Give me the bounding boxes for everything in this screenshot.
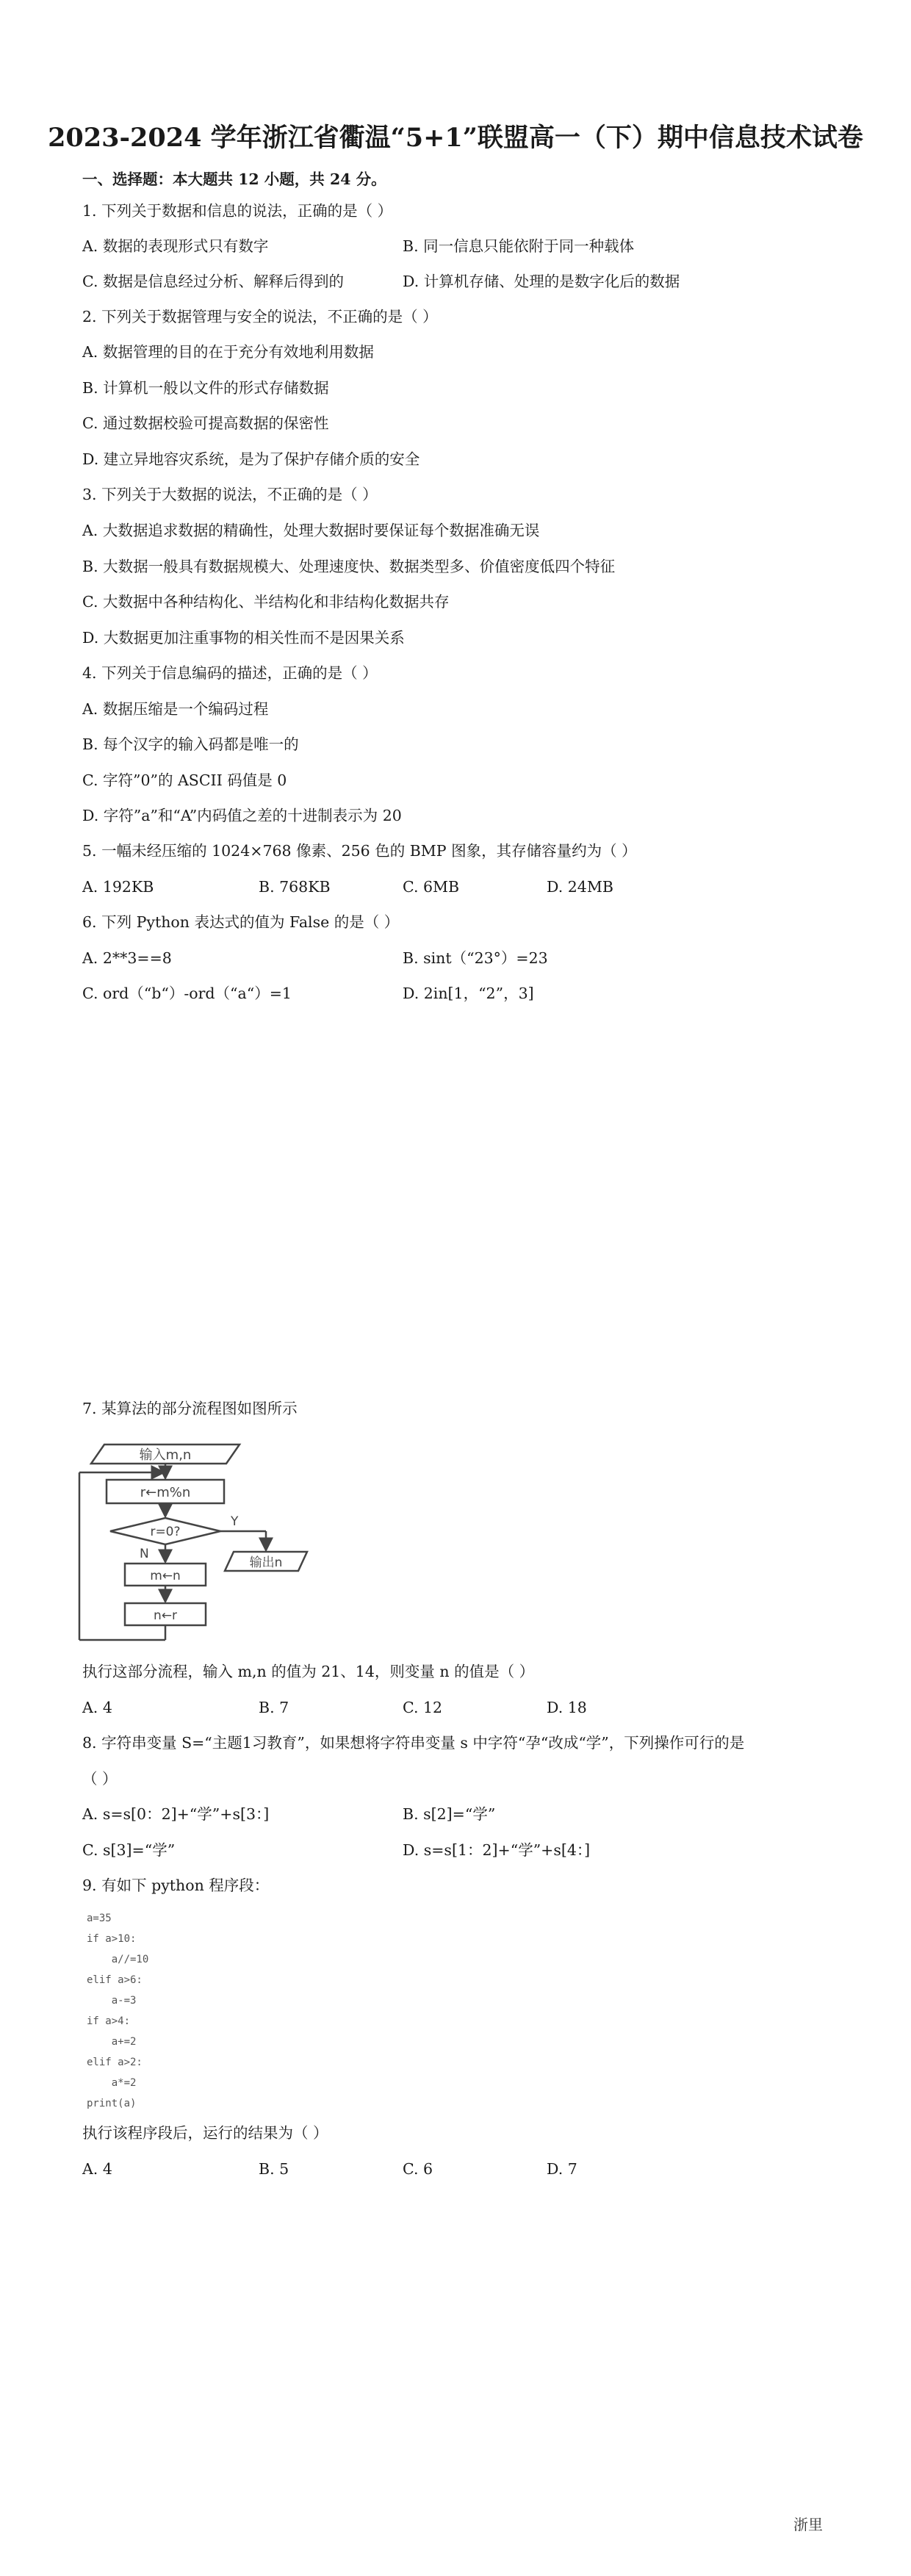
question-2-option-c: C. 通过数据校验可提高数据的保密性	[82, 414, 329, 432]
question-5-option-b: B. 768KB	[259, 878, 331, 896]
code-line: a//=10	[87, 1954, 149, 1965]
question-5-option-d: D. 24MB	[547, 878, 613, 896]
code-line: if a>10:	[87, 1933, 137, 1945]
question-1-option-a: A. 数据的表现形式只有数字	[82, 237, 269, 255]
question-1-option-c: C. 数据是信息经过分析、解释后得到的	[82, 273, 344, 290]
flowchart-assign-n-label: n←r	[153, 1608, 178, 1623]
question-7-option-c: C. 12	[403, 1699, 443, 1716]
question-5-stem: 5. 一幅未经压缩的 1024×768 像素、256 色的 BMP 图象，其存储容量约为（ ）	[82, 842, 637, 860]
question-4-stem: 4. 下列关于信息编码的描述，正确的是（ ）	[82, 664, 378, 682]
page-title: 2023-2024 学年浙江省衢温“5+1”联盟高一（下）期中信息技术试卷	[48, 123, 863, 153]
question-3-option-c: C. 大数据中各种结构化、半结构化和非结构化数据共存	[82, 593, 450, 611]
question-9-option-a: A. 4	[82, 2160, 112, 2178]
flowchart-assign-m-label: m←n	[150, 1569, 181, 1583]
question-6-option-a: A. 2**3==8	[82, 949, 172, 967]
question-6-option-c: C. ord（“b“）-ord（“a“）=1	[82, 985, 292, 1002]
question-6-option-b: B. sint（“23°）=23	[403, 949, 548, 967]
question-6-option-d: D. 2in[1，“2”，3]	[403, 985, 534, 1002]
code-line: a-=3	[87, 1995, 137, 2007]
question-3-option-a: A. 大数据追求数据的精确性，处理大数据时要保证每个数据准确无误	[82, 522, 540, 539]
code-line: elif a>6:	[87, 1974, 143, 1986]
question-2-option-d: D. 建立异地容灾系统，是为了保护存储介质的安全	[82, 450, 420, 468]
question-8-option-d: D. s=s[1：2]+“学”+s[4：]	[403, 1841, 591, 1859]
question-4-option-d: D. 字符”a”和“A”内码值之差的十进制表示为 20	[82, 807, 402, 824]
question-5-option-c: C. 6MB	[403, 878, 460, 896]
flowchart-yes-label: Y	[231, 1514, 239, 1529]
question-8-stem: 8. 字符串变量 S=“主题1习教育”，如果想将字符串变量 s 中字符“孕“改成“学”，下列操作可行的是	[82, 1734, 745, 1752]
question-3-option-d: D. 大数据更加注重事物的相关性而不是因果关系	[82, 629, 405, 647]
question-9-followup: 执行该程序段后，运行的结果为（ ）	[82, 2124, 328, 2142]
code-line: if a>4:	[87, 2015, 131, 2027]
code-line: a*=2	[87, 2077, 137, 2089]
question-7-option-d: D. 18	[547, 1699, 587, 1716]
flowchart-output-label: 输出n	[249, 1555, 283, 1570]
flowchart-decision-label: r=0?	[150, 1525, 181, 1539]
flowchart-figure	[73, 1440, 323, 1649]
question-1-option-b: B. 同一信息只能依附于同一种载体	[403, 237, 635, 255]
question-1-option-d: D. 计算机存储、处理的是数字化后的数据	[403, 273, 680, 290]
question-9-option-c: C. 6	[403, 2160, 433, 2178]
question-3-stem: 3. 下列关于大数据的说法，不正确的是（ ）	[82, 486, 378, 503]
code-line: a+=2	[87, 2036, 137, 2048]
question-7-stem: 7. 某算法的部分流程图如图所示	[82, 1400, 298, 1417]
flowchart-mod-label: r←m%n	[140, 1485, 191, 1500]
question-8-option-c: C. s[3]=“学”	[82, 1841, 176, 1859]
question-1-stem: 1. 下列关于数据和信息的说法，正确的是（ ）	[82, 202, 393, 220]
code-line: a=35	[87, 1913, 112, 1924]
question-4-option-a: A. 数据压缩是一个编码过程	[82, 700, 269, 718]
question-2-option-a: A. 数据管理的目的在于充分有效地利用数据	[82, 343, 374, 361]
question-4-option-c: C. 字符”0”的 ASCII 码值是 0	[82, 771, 287, 789]
question-6-stem: 6. 下列 Python 表达式的值为 False 的是（ ）	[82, 913, 400, 931]
question-8-option-a: A. s=s[0：2]+“学”+s[3：]	[82, 1805, 270, 1823]
question-3-option-b: B. 大数据一般具有数据规模大、处理速度快、数据类型多、价值密度低四个特征	[82, 558, 616, 575]
question-2-option-b: B. 计算机一般以文件的形式存储数据	[82, 379, 329, 397]
question-9-stem: 9. 有如下 python 程序段：	[82, 1877, 270, 1894]
question-2-stem: 2. 下列关于数据管理与安全的说法，不正确的是（ ）	[82, 308, 438, 325]
question-8-stem-continued: （ ）	[82, 1770, 118, 1788]
code-line: print(a)	[87, 2098, 137, 2109]
flowchart-input-label: 输入m,n	[139, 1447, 192, 1463]
question-7-followup: 执行这部分流程，输入 m,n 的值为 21、14，则变量 n 的值是（ ）	[82, 1663, 535, 1680]
question-7-option-a: A. 4	[82, 1699, 112, 1716]
page-footer-mark: 浙里	[793, 2516, 823, 2533]
question-4-option-b: B. 每个汉字的输入码都是唯一的	[82, 735, 299, 753]
question-5-option-a: A. 192KB	[82, 878, 154, 896]
question-9-option-d: D. 7	[547, 2160, 577, 2178]
section-heading: 一、选择题：本大题共 12 小题，共 24 分。	[82, 170, 386, 188]
question-8-option-b: B. s[2]=“学”	[403, 1805, 496, 1823]
question-9-option-b: B. 5	[259, 2160, 289, 2178]
code-line: elif a>2:	[87, 2057, 143, 2068]
flowchart-no-label: N	[140, 1547, 149, 1561]
question-7-option-b: B. 7	[259, 1699, 289, 1716]
